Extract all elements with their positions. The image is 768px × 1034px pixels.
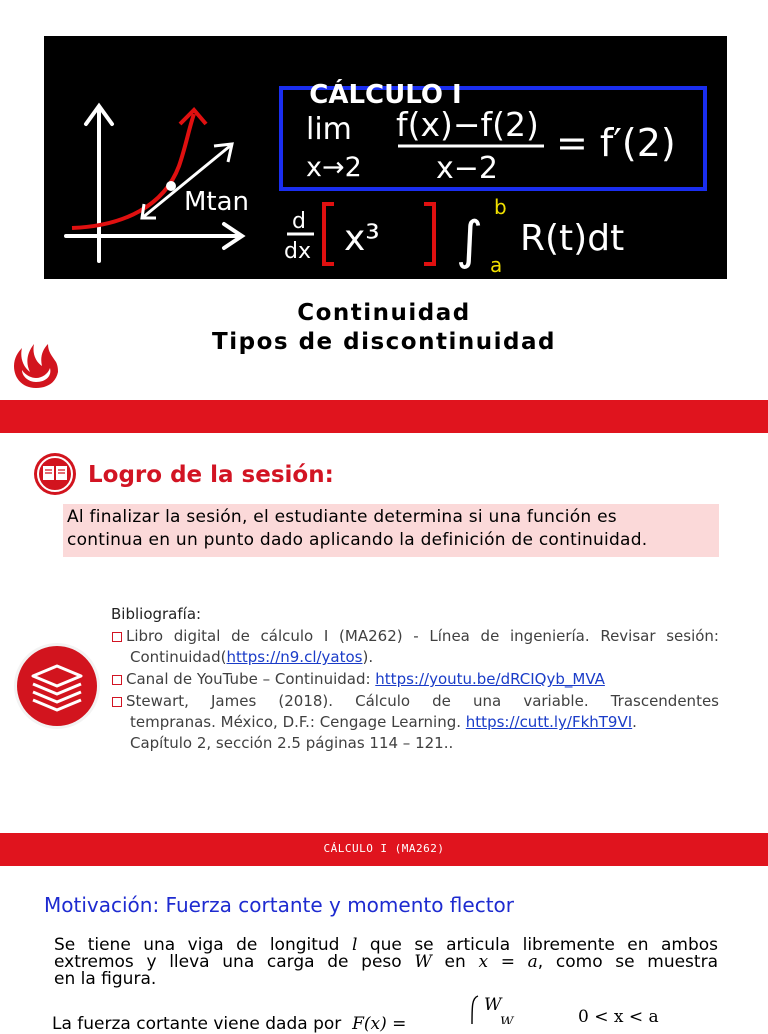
- derivative-text: = f′(2): [556, 121, 676, 165]
- banner-title: CÁLCULO I: [309, 80, 462, 110]
- slide-title: [0, 299, 768, 357]
- title-line-1: Continuidad: [297, 300, 471, 326]
- upc-logo-icon: [8, 336, 64, 396]
- title-line-2: Tipos de discontinuidad: [212, 329, 556, 355]
- axes-graphic: [66, 106, 242, 261]
- cube-text: x³: [344, 218, 380, 259]
- checkbox-bullet-icon: [112, 697, 122, 707]
- shear-force-text: La fuerza cortante viene dada por F(x) =: [52, 1014, 407, 1034]
- piecewise-function: [440, 992, 740, 1029]
- bibliography-item-1: Libro digital de cálculo I (MA262) - Línea de ingeniería. Revisar sesión: Continuidad(https://n9.cl/yatos).: [112, 626, 719, 668]
- logro-description: [63, 504, 719, 557]
- logro-line-2: continua en un punto dado aplicando la definición de continuidad.: [67, 530, 648, 550]
- motivation-text: Se tiene una viga de longitud l que se articula libremente en ambos extremos y lleva una carga de peso W en x = a, como se muestra en la figura.: [54, 935, 719, 989]
- lim-text: lim: [306, 112, 352, 147]
- bibliography-item-3: Stewart, James (2018). Cálculo de una variable. Trascendentes tempranas. México, D.F.: Cengage Learning. https://cutt.ly/FkhT9VI. Capítulo 2, sección 2.5 páginas 114 – 121..: [112, 691, 719, 754]
- checkbox-bullet-icon: [112, 632, 122, 642]
- bibliography-title: Bibliografía:: [111, 605, 202, 623]
- checkbox-bullet-icon: [112, 675, 122, 685]
- bib1-link[interactable]: https://n9.cl/yatos: [226, 648, 363, 666]
- ddx-bottom: dx: [284, 239, 311, 264]
- mtan-label: Mtan: [184, 187, 250, 217]
- course-footer-bar: CÁLCULO I (MA262): [0, 833, 768, 866]
- integrand-text: R(t)dt: [520, 218, 625, 259]
- bib3-link[interactable]: https://cutt.ly/FkhT9VI: [465, 713, 633, 731]
- bib1-line-1: Libro digital de cálculo I (MA262) - Línea de ingeniería. Revisar sesión:: [112, 626, 719, 647]
- numerator-text: f(x)−f(2): [396, 105, 539, 144]
- logro-title: Logro de la sesión:: [88, 462, 334, 488]
- integral-upper: b: [494, 195, 507, 219]
- logro-line-1: Al finalizar la sesión, el estudiante determina si una función es: [67, 507, 617, 527]
- bib2-link[interactable]: https://youtu.be/dRCIQyb_MVA: [375, 670, 605, 688]
- integral-lower: a: [490, 253, 503, 277]
- bibliography-item-2: Canal de YouTube – Continuidad: https://youtu.be/dRCIQyb_MVA: [112, 669, 719, 690]
- lim-sub-text: x→2: [306, 152, 362, 183]
- cover-banner: [44, 36, 727, 279]
- piece1-sub: W: [500, 1015, 514, 1024]
- slide-separator-bar: [0, 400, 768, 433]
- chalkboard-illustration: [44, 36, 727, 279]
- book-open-icon: [31, 452, 79, 500]
- ddx-top: d: [292, 209, 306, 234]
- piece1-value: W: [484, 995, 502, 1015]
- integral-sign: ∫: [456, 211, 484, 271]
- curve-graphic: [72, 114, 194, 228]
- condition-1: 0 < x < a: [578, 1007, 659, 1024]
- denominator-text: x−2: [436, 151, 498, 186]
- motivation-title: Motivación: Fuerza cortante y momento flector: [44, 893, 515, 917]
- stacked-books-icon: [13, 642, 101, 734]
